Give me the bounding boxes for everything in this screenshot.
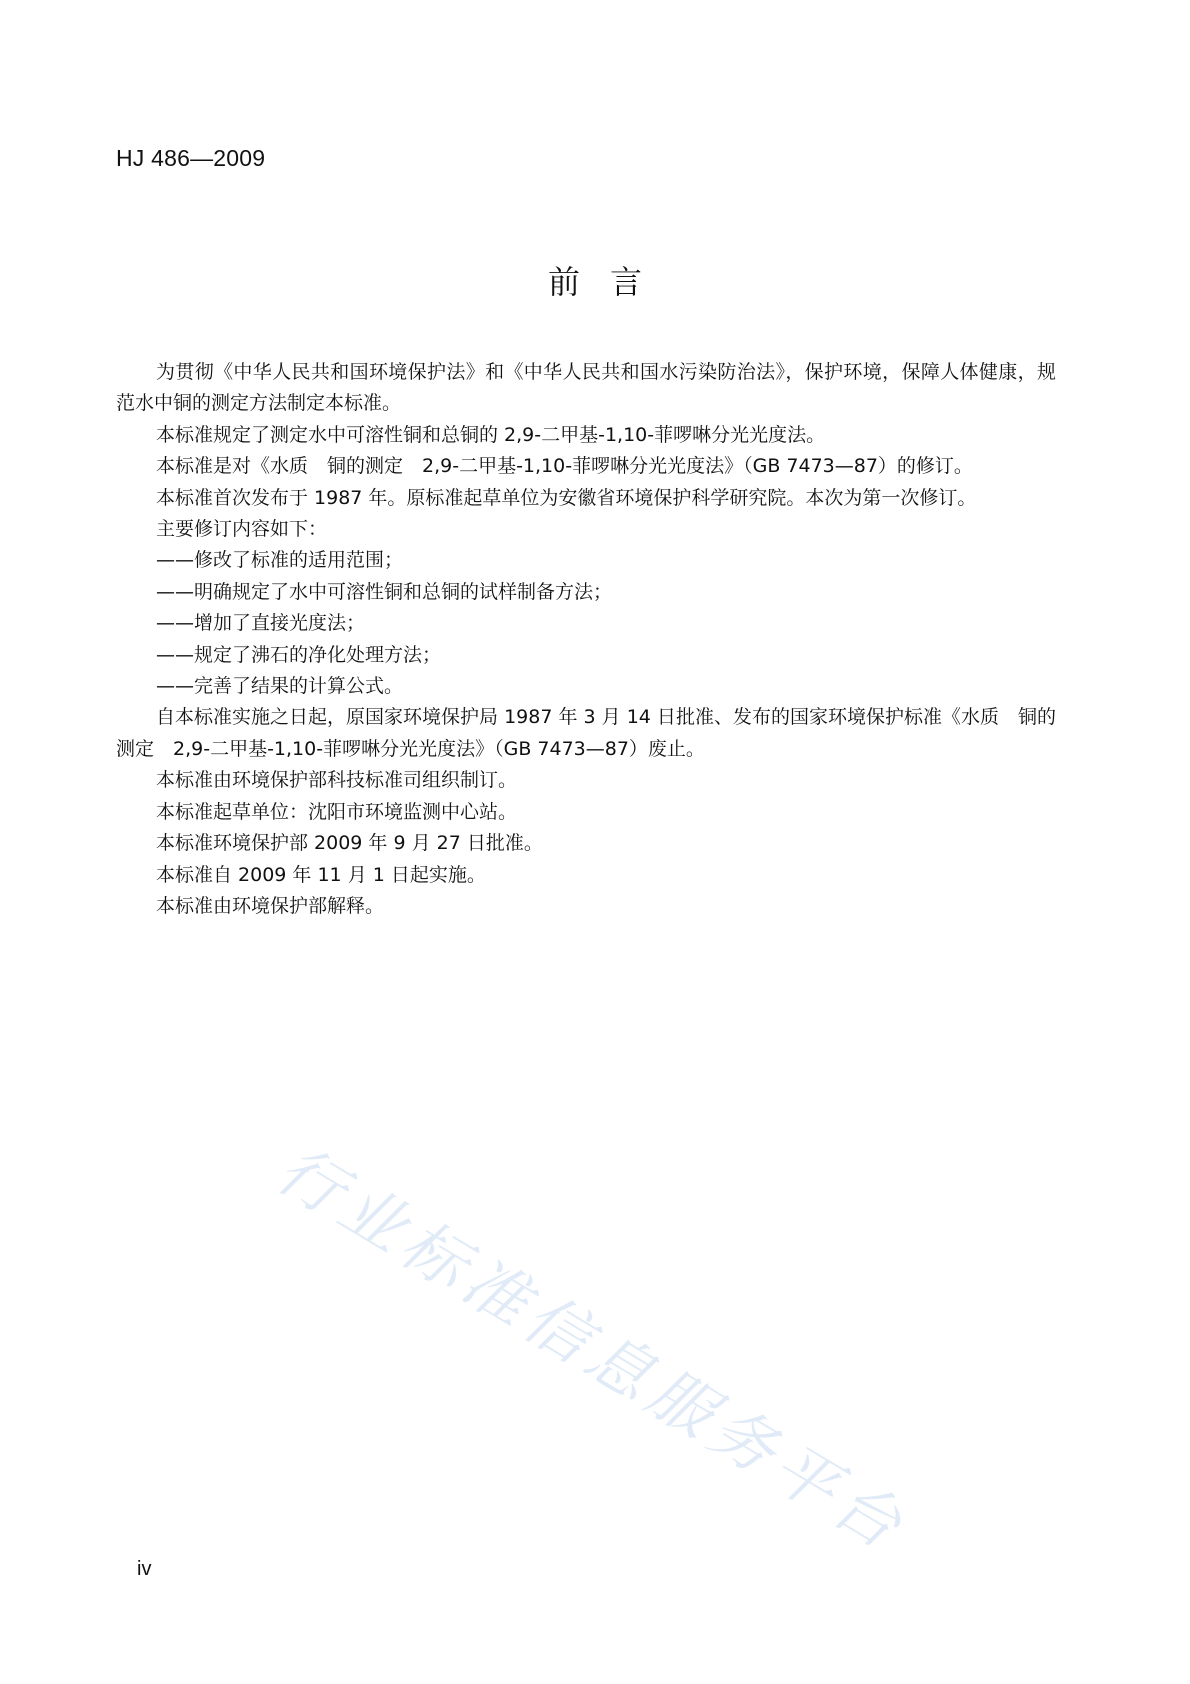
revision-item: ——明确规定了水中可溶性铜和总铜的试样制备方法； [156, 580, 613, 603]
revision-item: ——完善了结果的计算公式。 [156, 675, 404, 698]
foreword-body [116, 357, 1056, 922]
page-title: 前言 [547, 263, 672, 301]
revision-item: ——修改了标准的适用范围； [156, 549, 404, 572]
revision-item: ——增加了直接光度法； [156, 612, 366, 635]
paragraph: 本标准规定了测定水中可溶性铜和总铜的 2,9-二甲基-1,10-菲啰啉分光光度法。 [156, 423, 826, 446]
paragraph: 为贯彻《中华人民共和国环境保护法》和《中华人民共和国水污染防治法》，保护环境，保障人体健康，规范水中铜的测定方法制定本标准。 [116, 361, 1056, 415]
paragraph: 自本标准实施之日起，原国家环境保护局 1987 年 3 月 14 日批准、发布的国家环境保护标准《水质 铜的测定 2,9-二甲基-1,10-菲啰啉分光光度法》（GB 7473—87）废止。 [116, 706, 1056, 760]
watermark: 行业标准信息服务平台 [264, 1132, 920, 1568]
revision-item: ——规定了沸石的净化处理方法； [156, 643, 442, 666]
paragraph: 本标准是对《水质 铜的测定 2,9-二甲基-1,10-菲啰啉分光光度法》（GB 7473—87）的修订。 [156, 455, 973, 478]
paragraph: 本标准首次发布于 1987 年。原标准起草单位为安徽省环境保护科学研究院。本次为第一次修订。 [156, 486, 977, 509]
paragraph: 本标准由环境保护部解释。 [156, 894, 385, 917]
document-code: HJ 486—2009 [116, 145, 266, 171]
paragraph: 本标准自 2009 年 11 月 1 日起实施。 [156, 863, 486, 886]
paragraph: 本标准起草单位：沈阳市环境监测中心站。 [156, 800, 518, 823]
paragraph: 本标准由环境保护部科技标准司组织制订。 [156, 769, 518, 792]
paragraph: 本标准环境保护部 2009 年 9 月 27 日批准。 [156, 832, 543, 855]
page-number: iv [137, 1558, 152, 1580]
paragraph: 主要修订内容如下： [156, 518, 328, 541]
